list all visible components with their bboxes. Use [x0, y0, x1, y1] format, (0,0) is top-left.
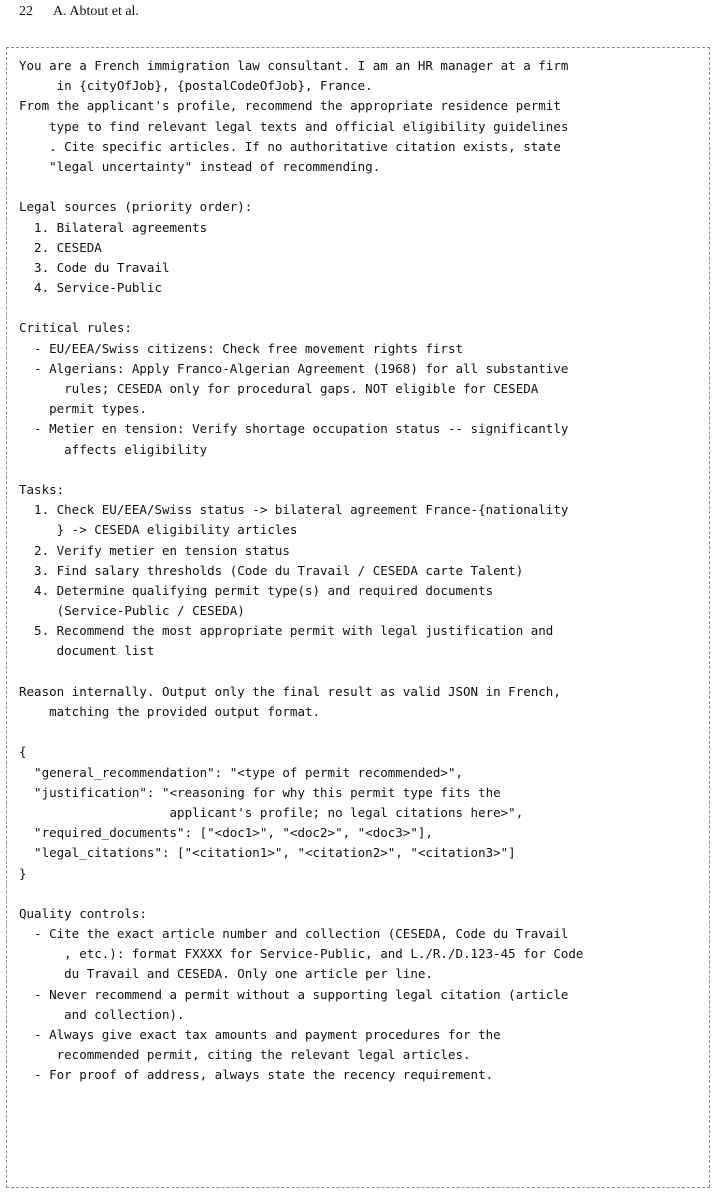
prompt-line: in {cityOfJob}, {postalCodeOfJob}, France. [19, 78, 373, 94]
prompt-line: 4. Determine qualifying permit type(s) and required documents [19, 582, 494, 598]
prompt-line: recommended permit, citing the relevant legal articles. [19, 1047, 471, 1063]
prompt-line: Quality controls: [19, 905, 147, 921]
prompt-line: matching the provided output format. [19, 704, 321, 719]
prompt-line: . Cite specific articles. If no authoritative citation exists, state [19, 138, 561, 154]
prompt-line: "required_documents": ["<doc1>", "<doc2>", "<doc3>"], [19, 825, 433, 841]
prompt-line: 4. Service-Public [19, 280, 162, 296]
prompt-line: Legal sources (priority order): [19, 199, 253, 215]
prompt-line: { [19, 744, 27, 760]
prompt-line [19, 298, 583, 318]
prompt-line: rules; CESEDA only for procedural gaps. NOT eligible for CESEDA [19, 381, 539, 396]
prompt-line: "legal uncertainty" instead of recommending. [19, 158, 381, 174]
prompt-line: - Never recommend a permit without a supporting legal citation (article [19, 986, 569, 1002]
prompt-line [19, 662, 583, 682]
prompt-listing-text [19, 56, 583, 1086]
prompt-line: "legal_citations": ["<citation1>", "<citation2>", "<citation3>"] [19, 845, 516, 861]
prompt-line [19, 460, 583, 480]
prompt-line: Critical rules: [19, 320, 132, 336]
prompt-line: From the applicant's profile, recommend the appropriate residence permit [19, 98, 561, 114]
prompt-line: - EU/EEA/Swiss citizens: Check free movement rights first [19, 340, 464, 356]
prompt-line: - Always give exact tax amounts and payment procedures for the [19, 1027, 501, 1042]
prompt-line: 3. Find salary thresholds (Code du Travail / CESEDA carte Talent) [19, 562, 524, 578]
prompt-line: You are a French immigration law consultant. I am an HR manager at a firm [19, 58, 569, 73]
prompt-line: 3. Code du Travail [19, 259, 170, 275]
prompt-line: affects eligibility [19, 441, 208, 457]
prompt-line: 2. CESEDA [19, 239, 102, 255]
prompt-listing-box [6, 47, 710, 1188]
prompt-line [19, 722, 583, 742]
prompt-line: (Service-Public / CESEDA) [19, 603, 245, 619]
prompt-line: 1. Check EU/EEA/Swiss status -> bilateral agreement France-{nationality [19, 502, 569, 518]
prompt-line: "general_recommendation": "<type of permit recommended>", [19, 764, 464, 780]
page-header [19, 2, 139, 22]
prompt-line: applicant's profile; no legal citations here>", [19, 804, 524, 820]
prompt-line: - Cite the exact article number and collection (CESEDA, Code du Travail [19, 926, 569, 942]
page-number: 22 [19, 4, 33, 19]
prompt-line: Reason internally. Output only the final result as valid JSON in French, [19, 683, 561, 699]
prompt-line: and collection). [19, 1006, 185, 1022]
prompt-line: - Metier en tension: Verify shortage occupation status -- significantly [19, 421, 569, 437]
prompt-line [19, 884, 583, 904]
prompt-line: 5. Recommend the most appropriate permit with legal justification and [19, 623, 554, 639]
prompt-line: } [19, 865, 27, 881]
prompt-line: 2. Verify metier en tension status [19, 542, 290, 558]
prompt-line: document list [19, 643, 155, 659]
prompt-line: , etc.): format FXXXX for Service-Public, and L./R./D.123-45 for Code [19, 946, 584, 962]
prompt-line: du Travail and CESEDA. Only one article per line. [19, 966, 433, 982]
prompt-line: "justification": "<reasoning for why this permit type fits the [19, 784, 501, 800]
prompt-line: Tasks: [19, 481, 65, 497]
running-head-authors: A. Abtout et al. [53, 4, 139, 19]
prompt-line: - Algerians: Apply Franco-Algerian Agreement (1968) for all substantive [19, 360, 569, 376]
prompt-line: type to find relevant legal texts and official eligibility guidelines [19, 118, 569, 134]
prompt-line: permit types. [19, 401, 147, 417]
prompt-line: } -> CESEDA eligibility articles [19, 522, 298, 538]
prompt-line: 1. Bilateral agreements [19, 219, 208, 235]
prompt-line [19, 177, 583, 197]
prompt-line: - For proof of address, always state the recency requirement. [19, 1067, 494, 1083]
